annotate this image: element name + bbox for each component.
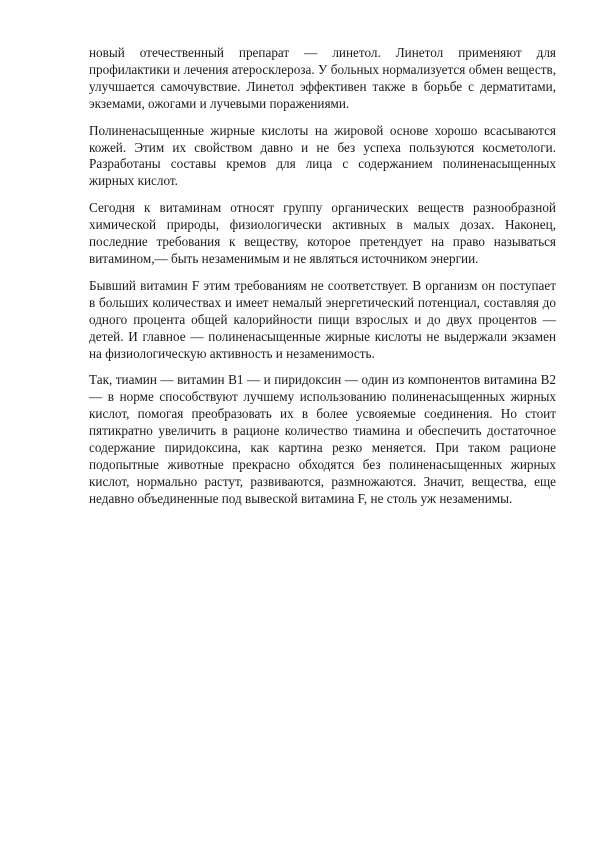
document-body: [89, 45, 556, 518]
paragraph-cosmetology: Полиненасыщенные жирные кислоты на жировой основе хорошо всасываются кожей. Этим их свойством давно и не без успеха пользуются косметологи. Разработаны составы кремов для лица с содержанием полиненасыщенных жирных кислот.: [89, 122, 556, 189]
paragraph-thiamine-pyridoxine: Так, тиамин — витамин В1 — и пиридоксин — один из компонентов витамина В2 — в норме способствуют лучшему использованию полиненасыщенных жирных кислот, помогая преобразовать их в более усвояемые соединения. Но стоит пятикратно увеличить в рационе количество тиамина и обеспечить достаточное содержание пиридоксина, как картина резко меняется. При таком рационе подопытные животные прекрасно обходятся без полиненасыщенных жирных кислот, нормально растут, развиваются, размножаются. Значит, вещества, еще недавно объединенные под вывеской витамина F, не столь уж незаменимы.: [89, 372, 556, 506]
paragraph-linetol: новый отечественный препарат — линетол. Линетол применяют для профилактики и лечения атеросклероза. У больных нормализуется обмен веществ, улучшается самочувствие. Линетол эффективен также в борьбе с дерматитами, экземами, ожогами и лучевыми поражениями.: [89, 45, 556, 111]
paragraph-former-vitamin-f: Бывший витамин F этим требованиям не соответствует. В организм он поступает в больших количествах и имеет немалый энергетический потенциал, составляя до одного процента общей калорийности пищи взрослых и до двух процентов — детей. И главное — полиненасыщенные жирные кислоты не выдержали экзамен на физиологическую активность и незаменимость.: [89, 277, 556, 361]
paragraph-vitamin-definition: Сегодня к витаминам относят группу органических веществ разнообразной химической природы, физиологически активных в малых дозах. Наконец, последние требования к веществу, которое претендует на право называться витамином,— быть незаменимым и не являться источником энергии.: [89, 200, 556, 266]
